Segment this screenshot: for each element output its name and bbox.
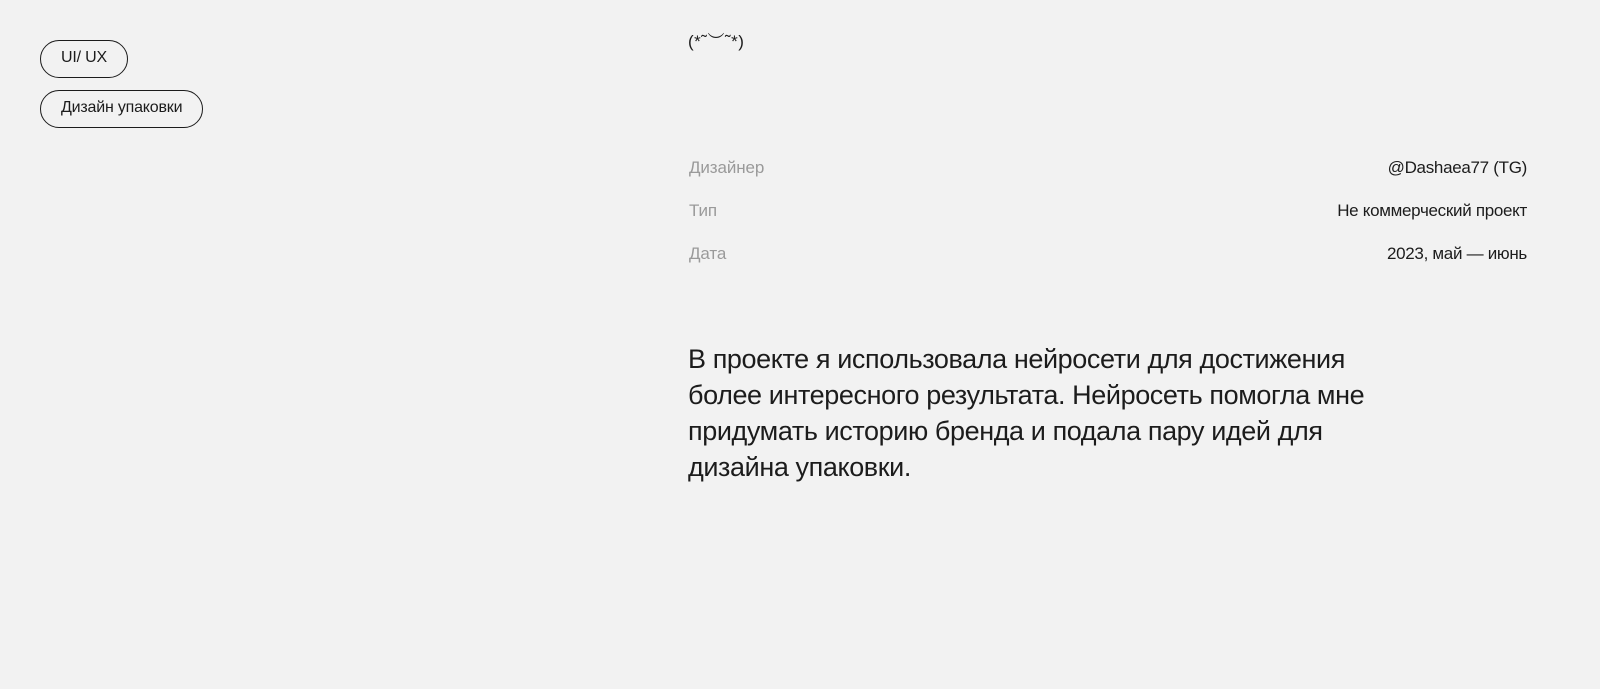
- table-row: [688, 146, 1528, 189]
- table-row: [688, 189, 1528, 232]
- meta-value-type: Не коммерческий проект: [1337, 200, 1527, 220]
- table-row: [688, 232, 1528, 275]
- project-info-column: [688, 0, 1528, 485]
- meta-key-type: Тип: [689, 200, 718, 220]
- meta-key-designer: Дизайнер: [689, 157, 765, 177]
- project-meta-table: [688, 146, 1528, 275]
- meta-key-date: Дата: [689, 243, 727, 263]
- tag-label: UI/ UX: [61, 49, 107, 66]
- project-description: В проекте я использовала нейросети для достижения более интересного результата. Нейросеть помогла мне придумать историю бренда и подала пару идей для дизайна упаковки.: [688, 344, 1365, 482]
- tag-label: Дизайн упаковки: [61, 99, 183, 116]
- tag-list: [40, 40, 203, 128]
- meta-value-designer: @Dashaea77 (TG): [1387, 157, 1527, 177]
- kaomoji-decoration: (*˜︶˜*): [688, 32, 745, 51]
- meta-value-date: 2023, май — июнь: [1386, 243, 1527, 263]
- tag-ui-ux[interactable]: [40, 40, 128, 78]
- tag-packaging-design[interactable]: [40, 90, 203, 128]
